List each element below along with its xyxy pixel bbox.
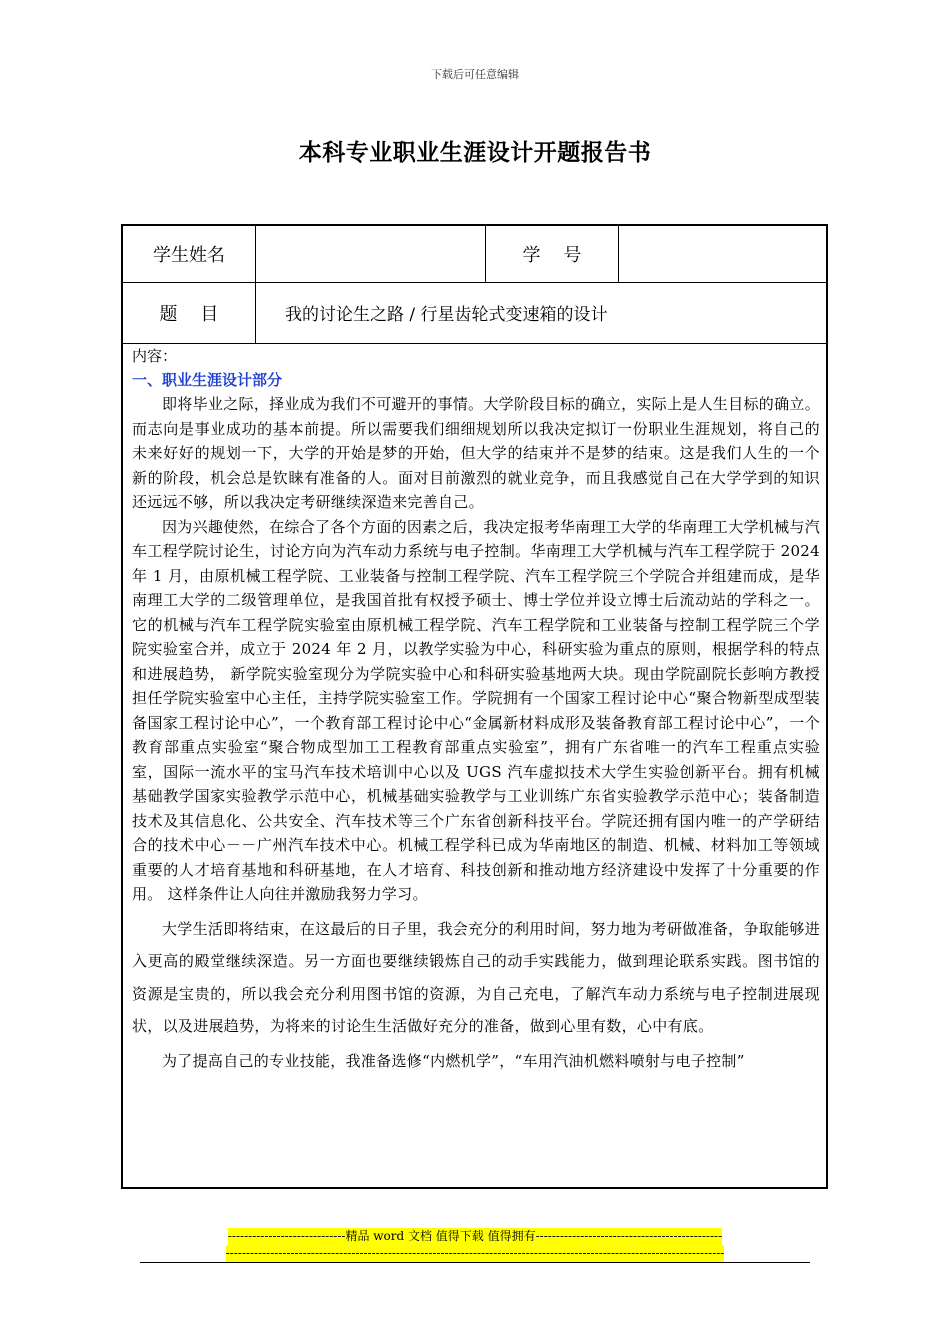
topic-label-text: 题 目 [159, 303, 219, 325]
student-number-label-text: 学 号 [522, 245, 582, 266]
topic-value: 我的讨论生之路 / 行星齿轮式变速箱的设计 [285, 305, 608, 325]
page-title: 本科专业职业生涯设计开题报告书 [298, 140, 652, 166]
report-form-table [121, 224, 828, 1189]
paragraph-intro: 即将毕业之际，择业成为我们不可避开的事情。大学阶段目标的确立，实际上是人生目标的确立。而志向是事业成功的基本前提。所以需要我们细细规划所以我决定拟订一份职业生涯规划，将自己的未来好好的规划一下，大学的开始是梦的开始，但大学的结束并不是梦的结束。这是我们人生的一个新的阶段，机会总是钦睐有准备的人。面对目前激烈的就业竞争，而且我感觉自己在大学学到的知识还远远不够，所以我决定考研继续深造来完善自己。 [132, 395, 820, 511]
content-section [132, 344, 820, 1077]
student-info-row [123, 226, 826, 283]
student-name-field[interactable] [256, 226, 486, 282]
topic-row [123, 282, 826, 344]
paragraph-courses: 为了提高自己的专业技能，我准备选修“内燃机学”，“车用汽油机燃料喷射与电子控制” [162, 1051, 745, 1070]
footer-banner [0, 1228, 950, 1262]
paragraph-school: 因为兴趣使然，在综合了各个方面的因素之后，我决定报考华南理工大学的华南理工大学机械与汽车工程学院讨论生，讨论方向为汽车动力系统与电子控制。华南理工大学机械与汽车工程学院于 2024 年 1 月，由原机械工程学院、工业装备与控制工程学院、汽车工程学院三个学院合并组建而成，是华南理工大学的二级管理单位，是我国首批有权授予硕士、博士学位并设立博士后流动站的学科之一。它的机械与汽车工程学院实验室由原机械工程学院、汽车工程学院和工业装备与控制工程学院三个学院实验室合并，成立于 2024 年 2 月，以教学实验为中心，科研实验为重点的原则，根据学科的特点和进展趋势， 新学院实验室现分为学院实验中心和科研实验基地两大块。现由学院副院长彭响方教授担任学院实验室中心主任，主持学院实验室工作。学院拥有一个国家工程讨论中心“聚合物新型成型装备国家工程讨论中心”，一个教育部工程讨论中心“金属新材料成形及装备教育部工程讨论中心”，一个教育部重点实验室“聚合物成型加工工程教育部重点实验室”，拥有广东省唯一的汽车工程重点实验室，国际一流水平的宝马汽车技术培训中心以及 UGS 汽车虚拟技术大学生实验创新平台。拥有机械基础教学国家实验教学示范中心，机械基础实验教学与工业训练广东省实验教学示范中心；装备制造技术及其信息化、公共安全、汽车技术等三个广东省创新科技平台。学院还拥有国内唯一的产学研结合的技术中心－－广州汽车技术中心。机械工程学科已成为华南地区的制造、机械、材料加工等领域重要的人才培育基地和科研基地，在人才培育、科技创新和推动地方经济建设中发挥了十分重要的作用。 这样条件让人向往并激励我努力学习。 [132, 517, 820, 903]
footer-banner-line2: --------------------------------------------------------------------------------------------------------------------------- [225, 1246, 725, 1260]
student-number-field[interactable] [619, 226, 826, 282]
topic-label [123, 282, 256, 343]
section-heading: 一、职业生涯设计部分 [132, 371, 283, 389]
content-label: 内容： [132, 347, 178, 365]
header-note: 下载后可任意编辑 [431, 68, 519, 81]
student-name-label: 学生姓名 [123, 226, 256, 282]
footer-divider [140, 1262, 810, 1263]
footer-banner-line1: -----------------------------精品 word 文档 值得下载 值得拥有---------------------------------------------- [227, 1229, 723, 1243]
student-number-label [486, 226, 619, 282]
paragraph-plan: 大学生活即将结束，在这最后的日子里，我会充分的利用时间，努力地为考研做准备，争取能够进入更高的殿堂继续深造。另一方面也要继续锻炼自己的动手实践能力，做到理论联系实践。图书馆的资源是宝贵的，所以我会充分利用图书馆的资源，为自己充电，了解汽车动力系统与电子控制进展现状，以及进展趋势，为将来的讨论生生活做好充分的准备，做到心里有数，心中有底。 [132, 919, 820, 1035]
